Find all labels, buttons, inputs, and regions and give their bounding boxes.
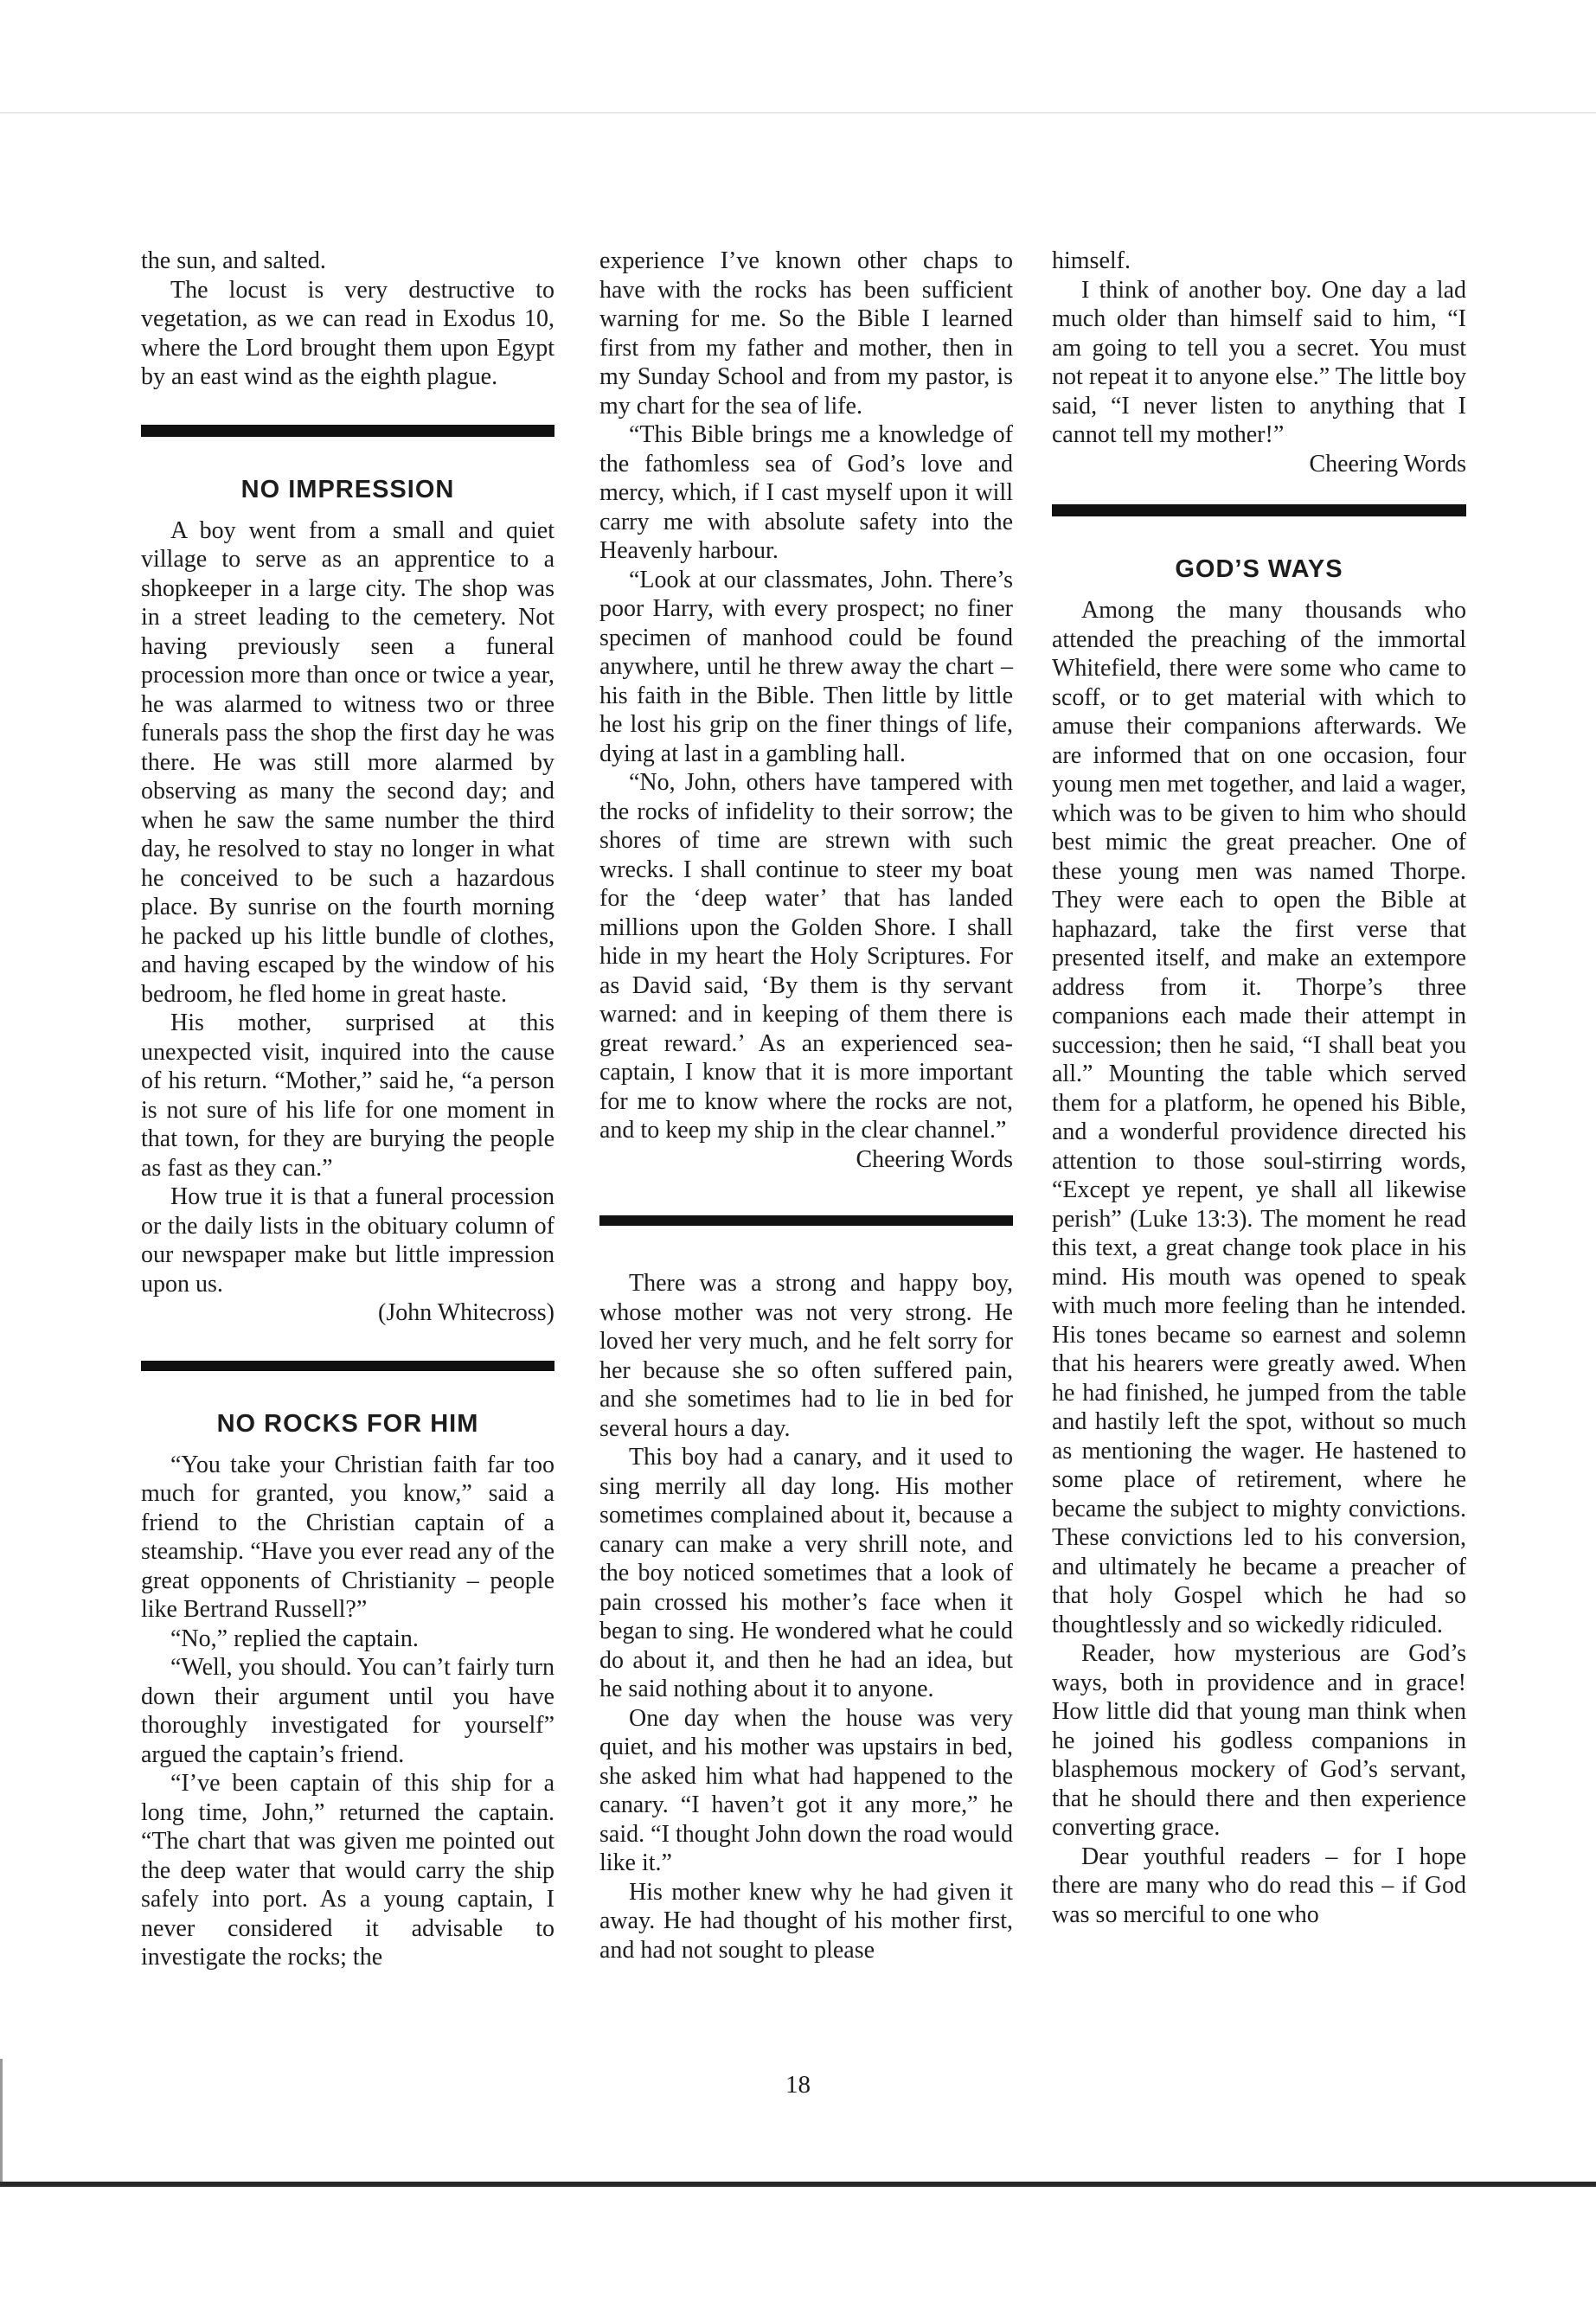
paragraph: This boy had a canary, and it used to sing merrily all day long. His mother sometimes complained about it, because a canary can make a very shrill note, and the boy noticed sometimes that a look of pain crossed his mother’s face when it began to sing. He wondered what he could do about it, and then he had an idea, but he said nothing about it to anyone.	[599, 1444, 1013, 1702]
section-divider	[599, 1215, 1013, 1226]
page-top-edge	[0, 112, 1596, 113]
paragraph: His mother, surprised at this unexpected visit, inquired into the cause of his return. “Mother,” said he, “a person is not sure of his life for one moment in that town, for they are burying the people as fast as they can.”	[141, 1009, 554, 1182]
paragraph: His mother knew why he had given it away. He had thought of his mother first, and had not sought to please	[599, 1878, 1013, 1964]
paragraph: “Well, you should. You can’t fairly turn down their argument until you have thoroughly investigated for yourself” argued the captain’s friend.	[141, 1654, 554, 1768]
section-title-gods-ways: GOD’S WAYS	[1175, 555, 1343, 583]
paragraph: “No,” replied the captain.	[170, 1625, 419, 1652]
section-title-no-impression: NO IMPRESSION	[240, 475, 455, 503]
source-credit: (John Whitecross)	[378, 1299, 554, 1326]
paragraph: Reader, how mysterious are God’s ways, both in providence and in grace! How little did that young man think when he joined his godless companions in blasphemous mockery of God’s servant, that he should there and then experience converting grace.	[1052, 1640, 1466, 1841]
page-number: 18	[785, 2071, 811, 2099]
column-middle	[599, 247, 1013, 1965]
paragraph: A boy went from a small and quiet village to serve as an apprentice to a shopkeeper in a large city. The shop was in a street leading to the cemetery. Not having previously seen a funeral procession more than once or twice a year, he was alarmed to witness two or three funerals pass the shop the first day he was there. He was still more alarmed by observing as many the second day; and when he saw the same number the third day, he resolved to stay no longer in what he conceived to be such a hazardous place. By sunrise on the fourth morning he packed up his little bundle of clothes, and having escaped by the window of his bedroom, he fled home in great haste.	[141, 516, 554, 1008]
source-credit: Cheering Words	[856, 1145, 1013, 1173]
section-divider	[141, 1361, 554, 1371]
paragraph: Dear youthful readers – for I hope there are many who do read this – if God was so merciful to one who	[1052, 1843, 1466, 1928]
paragraph: himself.	[1052, 247, 1131, 274]
paragraph: “You take your Christian faith far too much for granted, you know,” said a friend to the Christian captain of a steamship. “Have you ever read any of the great opponents of Christianity – people like Bertrand Russell?”	[141, 1451, 554, 1623]
paragraph: Among the many thousands who attended the preaching of the immortal Whitefield, there were some who came to scoff, or to get material with which to amuse their companions afterwards. We are informed that on one occasion, four young men met together, and laid a wager, which was to be given to him who should best mimic the great preacher. One of these young men was named Thorpe. They were each to open the Bible at haphazard, take the first verse that presented itself, and make an extempore address from it. Thorpe’s three companions each made their attempt in succession; then he said, “I shall beat you all.” Mounting the table which served them for a platform, he opened his Bible, and a wonderful providence directed his attention to those soul-stirring words, “Except ye repent, ye shall all likewise perish” (Luke 13:3). The moment he read this text, a great change took place in his mind. His mouth was opened to speak with much more feeling than he intended. His tones became so earnest and solemn that his hearers were greatly awed. When he had finished, he jumped from the table and hastily left the spot, without so much as mentioning the wager. He hastened to some place of retirement, where he became the subject to mighty convictions. These convictions led to his conversion, and ultimately he became a preacher of that holy Gospel which he had so thoughtlessly and so wickedly ridiculed.	[1052, 597, 1466, 1638]
paragraph: One day when the house was very quiet, and his mother was upstairs in bed, she asked him what had happened to the canary. “I haven’t got it any more,” he said. “I thought John down the road would like it.”	[599, 1704, 1013, 1876]
source-credit: Cheering Words	[1309, 450, 1466, 478]
section-divider	[141, 425, 554, 437]
paragraph: the sun, and salted.	[141, 247, 326, 274]
paragraph: “Look at our classmates, John. There’s poor Harry, with every prospect; no finer specimen of manhood could be found anywhere, until he threw away the chart – his faith in the Bible. Then little by little he lost his grip on the finer things of life, dying at last in a gambling hall.	[599, 566, 1013, 767]
paragraph: “I’ve been captain of this ship for a long time, John,” returned the captain. “The chart that was given me pointed out the deep water that would carry the ship safely into port. As a young captain, I never considered it advisable to investigate the rocks; the	[141, 1770, 554, 1971]
page-bottom-edge	[0, 2182, 1596, 2187]
paragraph: There was a strong and happy boy, whose mother was not very strong. He loved her very much, and he felt sorry for her because she so often suffered pain, and she sometimes had to lie in bed for several hours a day.	[599, 1270, 1013, 1442]
paragraph: experience I’ve known other chaps to have with the rocks has been sufficient warning for me. So the Bible I learned first from my father and mother, then in my Sunday School and from my pastor, is my chart for the sea of life.	[599, 247, 1013, 420]
section-title-no-rocks: NO ROCKS FOR HIM	[216, 1409, 479, 1438]
column-left	[141, 247, 554, 1972]
paragraph: I think of another boy. One day a lad much older than himself said to him, “I am going to tell you a secret. You must not repeat it to anyone else.” The little boy said, “I never listen to anything that I cannot tell my mother!”	[1052, 276, 1466, 448]
section-divider	[1052, 504, 1466, 516]
paragraph: “No, John, others have tampered with the rocks of infidelity to their sorrow; the shores of time are strewn with such wrecks. I shall continue to steer my boat for the ‘deep water’ that has landed millions upon the Golden Shore. I shall hide in my heart the Holy Scriptures. For as David said, ‘By them is thy servant warned: and in keeping of them there is great reward.’ As an experienced sea-captain, I know that it is more important for me to know where the rocks are not, and to keep my ship in the clear channel.”	[599, 769, 1013, 1144]
paragraph: How true it is that a funeral procession or the daily lists in the obituary column of our newspaper make but little impression upon us.	[141, 1183, 554, 1298]
paragraph: “This Bible brings me a knowledge of the fathomless sea of God’s love and mercy, which, if I cast myself upon it will carry me with absolute safety into the Heavenly harbour.	[599, 421, 1013, 564]
column-right	[1052, 247, 1466, 1929]
paragraph: The locust is very destructive to vegetation, as we can read in Exodus 10, where the Lord brought them upon Egypt by an east wind as the eighth plague.	[141, 276, 554, 390]
